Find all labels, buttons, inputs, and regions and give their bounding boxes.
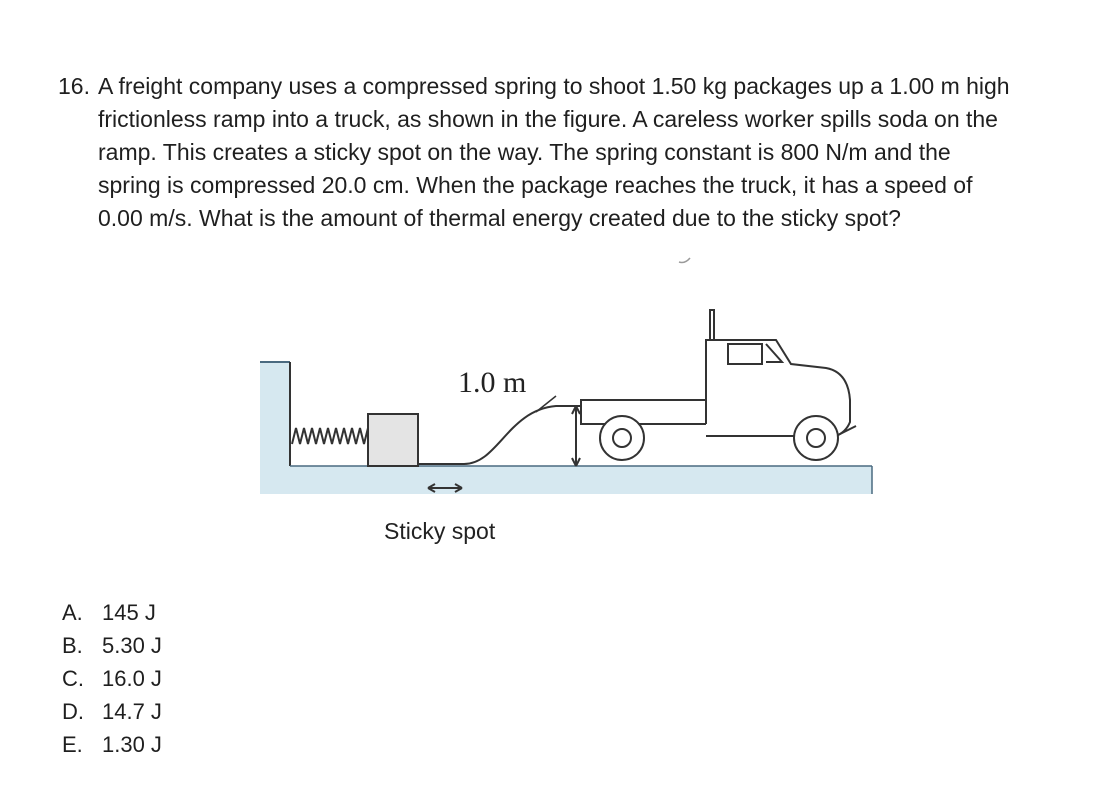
truck bbox=[581, 310, 856, 460]
choice-letter: C. bbox=[62, 666, 84, 691]
answer-choices bbox=[62, 596, 162, 761]
choice-letter: E. bbox=[62, 732, 83, 757]
sticky-spot-label: Sticky spot bbox=[384, 518, 496, 544]
figure-diagram bbox=[236, 300, 876, 560]
truck-bed bbox=[581, 400, 706, 424]
figure bbox=[236, 300, 876, 560]
question-number: 16. bbox=[58, 73, 90, 99]
package-box bbox=[368, 414, 418, 466]
floor bbox=[260, 466, 872, 494]
height-arrow bbox=[572, 406, 580, 466]
answer-choice[interactable] bbox=[62, 695, 162, 728]
choice-value: 145 J bbox=[102, 600, 156, 625]
answer-choice[interactable] bbox=[62, 662, 162, 695]
answer-choice[interactable] bbox=[62, 728, 162, 761]
answer-choice[interactable] bbox=[62, 629, 162, 662]
truck-front-wheel bbox=[794, 416, 838, 460]
truck-exhaust bbox=[710, 310, 714, 340]
choice-value: 16.0 J bbox=[102, 666, 162, 691]
ramp-curve bbox=[418, 406, 581, 464]
question-line bbox=[58, 70, 1098, 235]
answer-choice[interactable] bbox=[62, 596, 162, 629]
stray-pen-mark bbox=[678, 256, 692, 264]
choice-value: 14.7 J bbox=[102, 699, 162, 724]
height-pointer-line bbox=[536, 396, 556, 412]
choice-value: 5.30 J bbox=[102, 633, 162, 658]
question-block bbox=[58, 70, 1098, 235]
choice-letter: A. bbox=[62, 600, 83, 625]
truck-rear-wheel bbox=[600, 416, 644, 460]
question-text: A freight company uses a compressed spring to shoot 1.50 kg packages up a 1.00 m high frictionless ramp into a truck, as shown in the figure. A careless worker spills soda on the ramp. This creates a sticky spot on the way. The spring constant is 800 N/m and the spring is compressed 20.0 cm. When the package reaches the truck, it has a speed of 0.00 m/s. What is the amount of thermal energy created due to the sticky spot? bbox=[98, 73, 1010, 231]
choice-value: 1.30 J bbox=[102, 732, 162, 757]
height-label: 1.0 m bbox=[458, 366, 527, 399]
choice-letter: D. bbox=[62, 699, 84, 724]
choice-letter: B. bbox=[62, 633, 83, 658]
spring bbox=[292, 428, 368, 444]
